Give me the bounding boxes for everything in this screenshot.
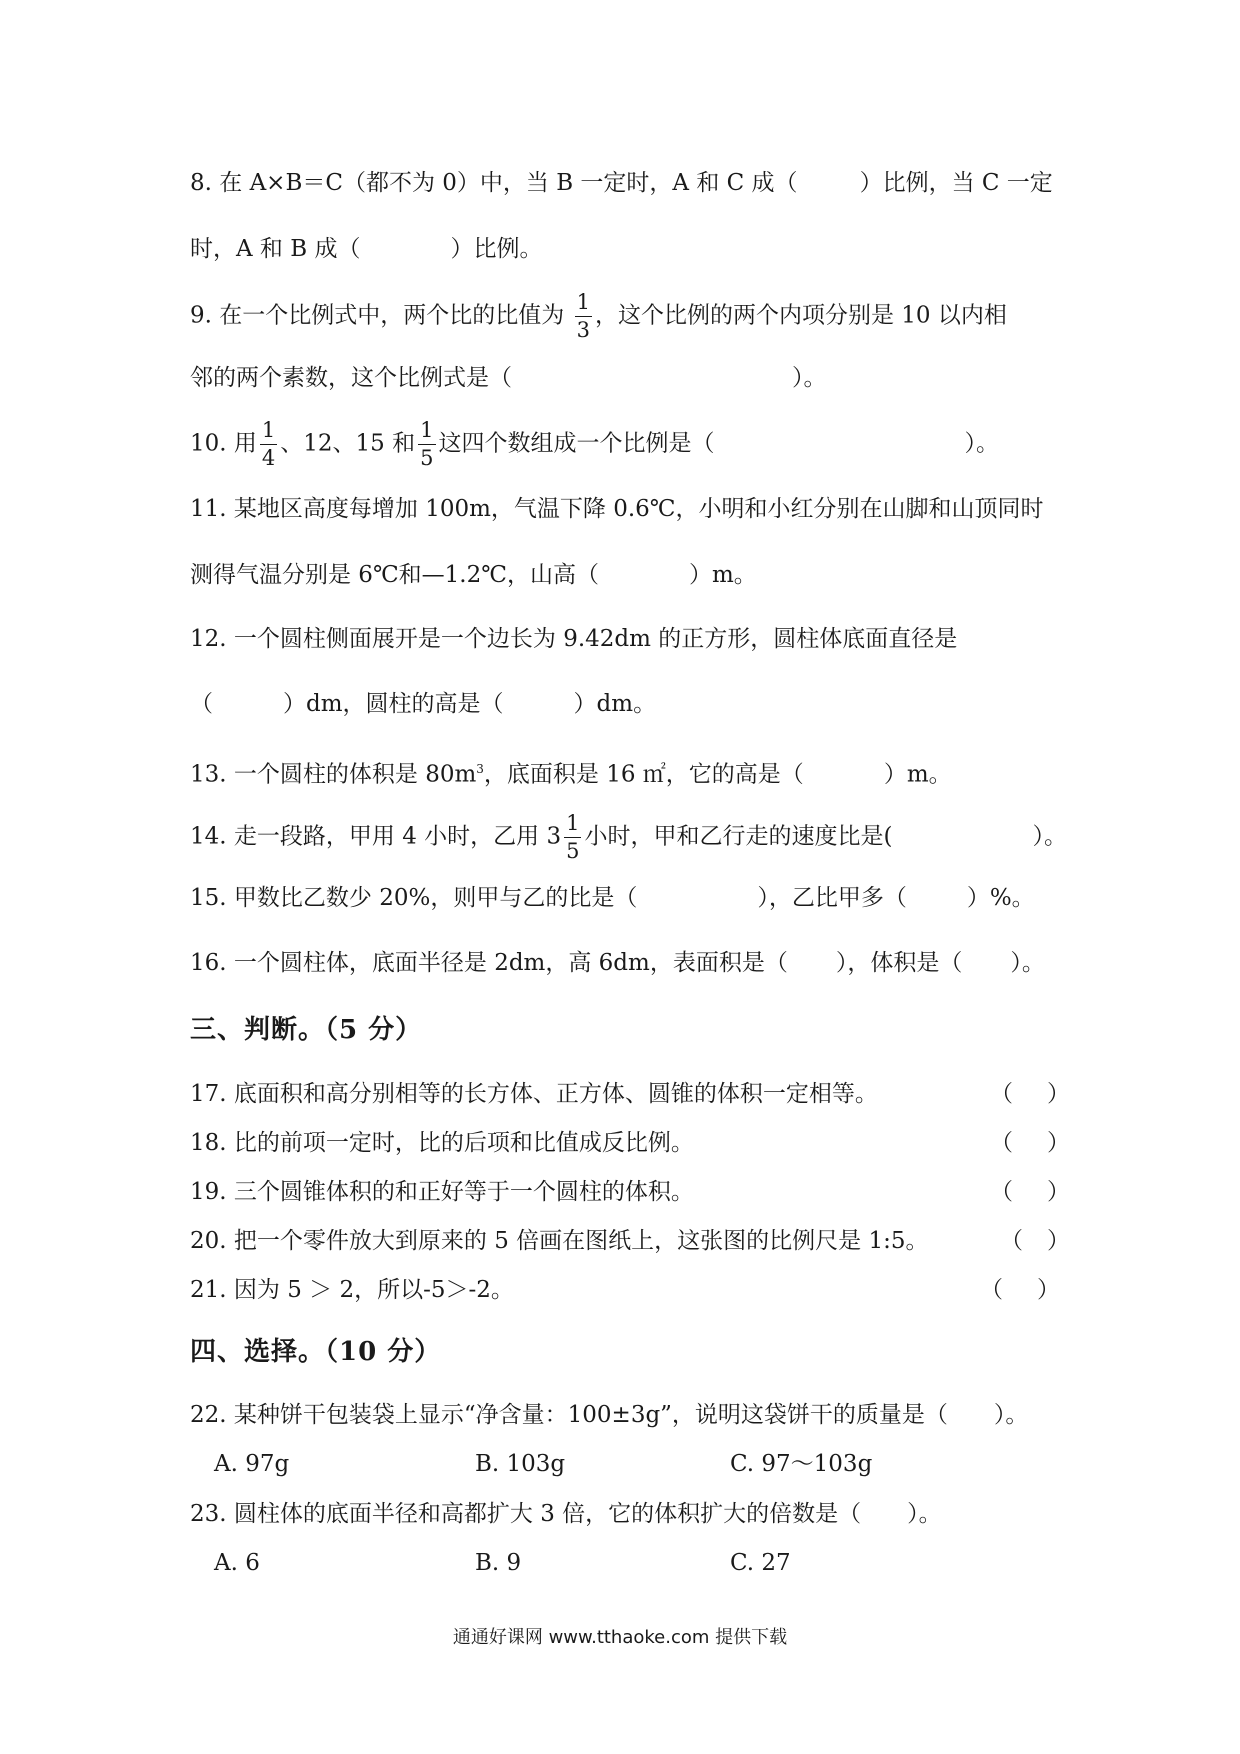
q15-text-c: ）%。: [966, 885, 1035, 911]
bracket-open: （: [990, 1081, 1013, 1107]
choice-question-23: 23. 圆柱体的底面半径和高都扩大 3 倍，它的体积扩大的倍数是（ ）。: [190, 1501, 942, 1527]
question-13: [190, 749, 1070, 795]
question-16: [190, 943, 1070, 983]
q16-text-b: ），体积是（: [835, 950, 963, 976]
section-4-heading: 四、选择。（10 分）: [190, 1337, 442, 1367]
question-12-line-1: [190, 619, 1070, 659]
q12-text-d: ）dm。: [573, 691, 657, 717]
bracket-close: ）: [1037, 1277, 1060, 1303]
fraction: [575, 292, 592, 341]
fraction-numerator: 1: [418, 420, 435, 445]
q11-text-a: 11. 某地区高度每增加 100m，气温下降 0.6℃，小明和小红分别在山脚和山顶同时: [190, 496, 1044, 522]
judge-item-20: [190, 1221, 1070, 1261]
bracket-open: （: [990, 1179, 1013, 1205]
q10-text-c: 这四个数组成一个比例是（: [438, 430, 715, 457]
judge-item-18: [190, 1123, 1070, 1163]
judge-item-17: [190, 1074, 1070, 1114]
option-b: B. 103g: [475, 1451, 566, 1477]
fraction: [564, 813, 581, 862]
superscript: 3: [476, 762, 484, 776]
judge-brackets: [990, 1172, 1070, 1212]
judge-text: 20. 把一个零件放大到原来的 5 倍画在图纸上，这张图的比例尺是 1:5。: [190, 1228, 929, 1254]
q8-text-b: ）比例，当 C 一定: [859, 170, 1053, 196]
option-c: C. 27: [730, 1550, 791, 1576]
option-a: A. 6: [214, 1550, 260, 1576]
judge-brackets: [990, 1123, 1070, 1163]
question-8-line-1: [190, 163, 1070, 203]
q12-text-a: 12. 一个圆柱侧面展开是一个边长为 9.42dm 的正方形，圆柱体底面直径是: [190, 626, 958, 652]
option-b: B. 9: [475, 1550, 522, 1576]
q13-text-c: ）m。: [883, 761, 952, 788]
q13-text-b: ，底面积是 16 ㎡，它的高是（: [483, 761, 804, 788]
q11-text-c: ）m。: [688, 562, 757, 588]
fraction-numerator: 1: [575, 292, 592, 317]
q10-text-d: ）。: [964, 430, 999, 457]
q15-text-a: 15. 甲数比乙数少 20%，则甲与乙的比是（: [190, 885, 638, 911]
judge-text: 17. 底面积和高分别相等的长方体、正方体、圆锥的体积一定相等。: [190, 1081, 878, 1107]
fraction-numerator: 1: [260, 420, 277, 445]
judge-text: 18. 比的前项一定时，比的后项和比值成反比例。: [190, 1130, 694, 1156]
bracket-open: （: [1000, 1228, 1023, 1254]
q16-text-a: 16. 一个圆柱体，底面半径是 2dm，高 6dm，表面积是（: [190, 950, 788, 976]
bracket-close: ）: [1047, 1228, 1070, 1254]
option-a: A. 97g: [214, 1451, 290, 1477]
q14-text-a: 14. 走一段路，甲用 4 小时，乙用 3: [190, 823, 562, 850]
question-11-line-1: [190, 489, 1070, 529]
q8-text-d: ）比例。: [450, 236, 543, 262]
fraction-denominator: 5: [566, 839, 580, 863]
q12-text-b: （: [190, 691, 213, 717]
question-10: [190, 420, 1070, 469]
choice-question-22: 22. 某种饼干包装袋上显示“净含量：100±3g”，说明这袋饼干的质量是（ ）。: [190, 1402, 1029, 1428]
fraction-numerator: 1: [564, 813, 581, 838]
q8-text-c: 时，A 和 B 成（: [190, 236, 361, 262]
q8-text-a: 8. 在 A×B＝C（都不为 0）中，当 B 一定时，A 和 C 成（: [190, 170, 798, 196]
bracket-open: （: [980, 1277, 1003, 1303]
question-9-line-1: [190, 292, 1070, 341]
question-11-line-2: [190, 555, 1070, 595]
fraction-denominator: 3: [576, 318, 590, 342]
q14-text-c: ）。: [1032, 823, 1067, 850]
judge-brackets: [1000, 1221, 1070, 1261]
question-12-line-2: [190, 684, 1070, 724]
q10-text-a: 10. 用: [190, 430, 257, 457]
q9-text-b: ，这个比例的两个内项分别是 10 以内相: [594, 302, 1007, 329]
q15-text-b: ），乙比甲多（: [757, 885, 907, 911]
q16-text-c: ）。: [1010, 950, 1045, 976]
bracket-close: ）: [1047, 1130, 1070, 1156]
judge-item-19: [190, 1172, 1070, 1212]
footer-watermark: 通通好课网 www.tthaoke.com 提供下载: [452, 1627, 788, 1648]
fraction: [418, 420, 435, 469]
q10-text-b: 、12、15 和: [280, 430, 416, 457]
q12-text-c: ）dm，圆柱的高是（: [283, 691, 504, 717]
bracket-close: ）: [1047, 1179, 1070, 1205]
bracket-close: ）: [1047, 1081, 1070, 1107]
q11-text-b: 测得气温分别是 6℃和—1.2℃，山高（: [190, 562, 599, 588]
option-c: C. 97～103g: [730, 1451, 873, 1477]
question-9-line-2: [190, 358, 1070, 398]
q13-text-a: 13. 一个圆柱的体积是 80m: [190, 761, 477, 788]
q9-text-a: 9. 在一个比例式中，两个比的比值为: [190, 302, 565, 329]
question-8-line-2: [190, 229, 1070, 269]
section-3-heading: 三、判断。（5 分）: [190, 1015, 423, 1045]
bracket-open: （: [990, 1130, 1013, 1156]
judge-text: 19. 三个圆锥体积的和正好等于一个圆柱的体积。: [190, 1179, 694, 1205]
question-15: [190, 878, 1070, 918]
judge-brackets: [990, 1074, 1070, 1114]
fraction-denominator: 4: [261, 446, 276, 470]
judge-brackets: [980, 1270, 1060, 1310]
question-14: [190, 813, 1070, 862]
q9-text-c: 邻的两个素数，这个比例式是（: [190, 365, 512, 391]
judge-text: 21. 因为 5 ＞ 2，所以-5＞-2。: [190, 1277, 514, 1303]
q9-text-d: ）。: [792, 365, 827, 391]
judge-item-21: [190, 1270, 1070, 1310]
fraction: [260, 420, 277, 469]
fraction-denominator: 5: [420, 446, 434, 470]
q14-text-b: 小时，甲和乙行走的速度比是(: [584, 823, 893, 850]
